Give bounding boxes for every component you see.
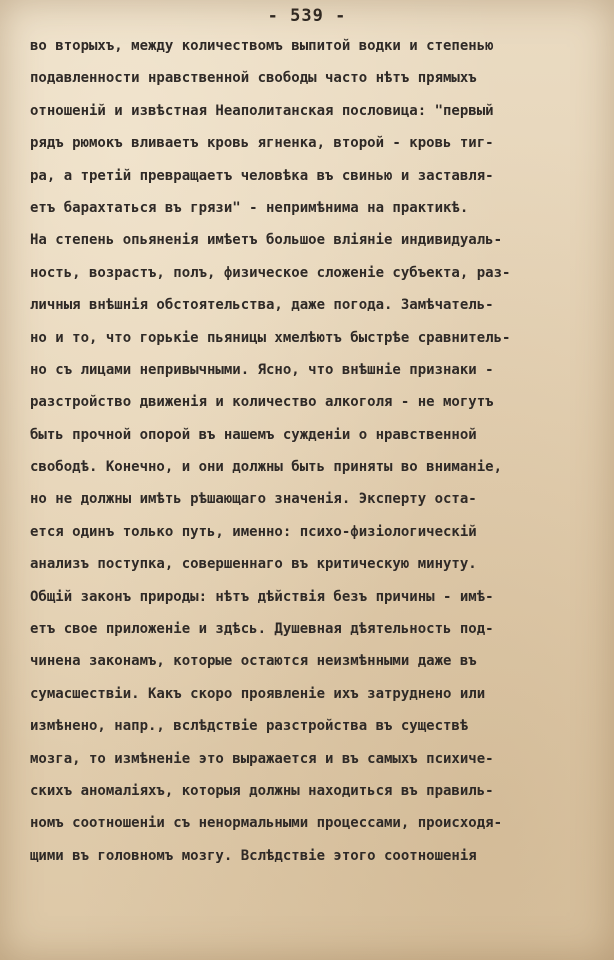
page-number: - 539 - xyxy=(267,6,347,26)
text-line: но и то, что горькiе пьяницы хмелѣютъ быстрѣе сравнитель- xyxy=(30,329,511,346)
text-line: щими въ головномъ мозгу. Вслѣдствiе этого соотношенiя xyxy=(30,847,477,864)
text-line: отношенiй и извѣстная Неаполитанская пословица: "первый xyxy=(30,102,494,119)
text-line: ется одинъ только путь, именно: психо-физiологическiй xyxy=(30,523,477,540)
text-line: скихъ аномалiяхъ, которыя должны находиться въ правиль- xyxy=(30,782,494,799)
text-line: во вторыхъ, между количествомъ выпитой водки и степенью xyxy=(30,38,494,54)
text-line: разстройство движенiя и количество алкоголя - не могутъ xyxy=(30,394,494,411)
text-line: сумасшествiи. Какъ скоро проявленiе ихъ затруднено или xyxy=(30,685,486,702)
text-line: но съ лицами непривычными. Ясно, что внѣшнiе признаки - xyxy=(30,361,494,378)
text-line: ность, возрастъ, полъ, физическое сложенiе субъекта, раз- xyxy=(30,264,511,281)
text-line: измѣнено, напр., вслѣдствiе разстройства въ существѣ xyxy=(30,718,469,735)
text-line: мозга, то измѣненiе это выражается и въ самыхъ психиче- xyxy=(30,750,494,767)
text-line: быть прочной опорой въ нашемъ сужденiи о нравственной xyxy=(30,426,477,443)
text-line: чинена законамъ, которые остаются неизмѣнными даже въ xyxy=(30,653,477,670)
text-line: подавленности нравственной свободы часто нѣтъ прямыхъ xyxy=(30,70,477,87)
text-line: свободѣ. Конечно, и они должны быть приняты во вниманiе, xyxy=(30,459,503,476)
text-line: анализъ поступка, совершеннаго въ критическую минуту. xyxy=(30,556,477,573)
text-line: личныя внѣшнiя обстоятельства, даже погода. Замѣчатель- xyxy=(30,297,494,314)
text-line: номъ соотношенiи съ ненормальными процессами, происходя- xyxy=(30,815,503,832)
text-line: етъ свое приложенiе и здѣсь. Душевная дѣятельность под- xyxy=(30,621,494,638)
text-line: етъ барахтаться въ грязи" - непримѣнима на практикѣ. xyxy=(30,199,469,216)
text-line: рядъ рюмокъ вливаетъ кровь ягненка, второй - кровь тиг- xyxy=(30,135,494,152)
text-line: ра, а третiй превращаетъ человѣка въ свинью и заставля- xyxy=(30,167,494,184)
body-text xyxy=(30,30,590,872)
text-line: Общiй законъ природы: нѣтъ дѣйствiя безъ причины - имѣ- xyxy=(30,588,494,605)
text-line: На степень опьяненiя имѣетъ большое влiянiе индивидуаль- xyxy=(30,232,503,249)
text-line: но не должны имѣть рѣшающаго значенiя. Эксперту оста- xyxy=(30,491,477,508)
